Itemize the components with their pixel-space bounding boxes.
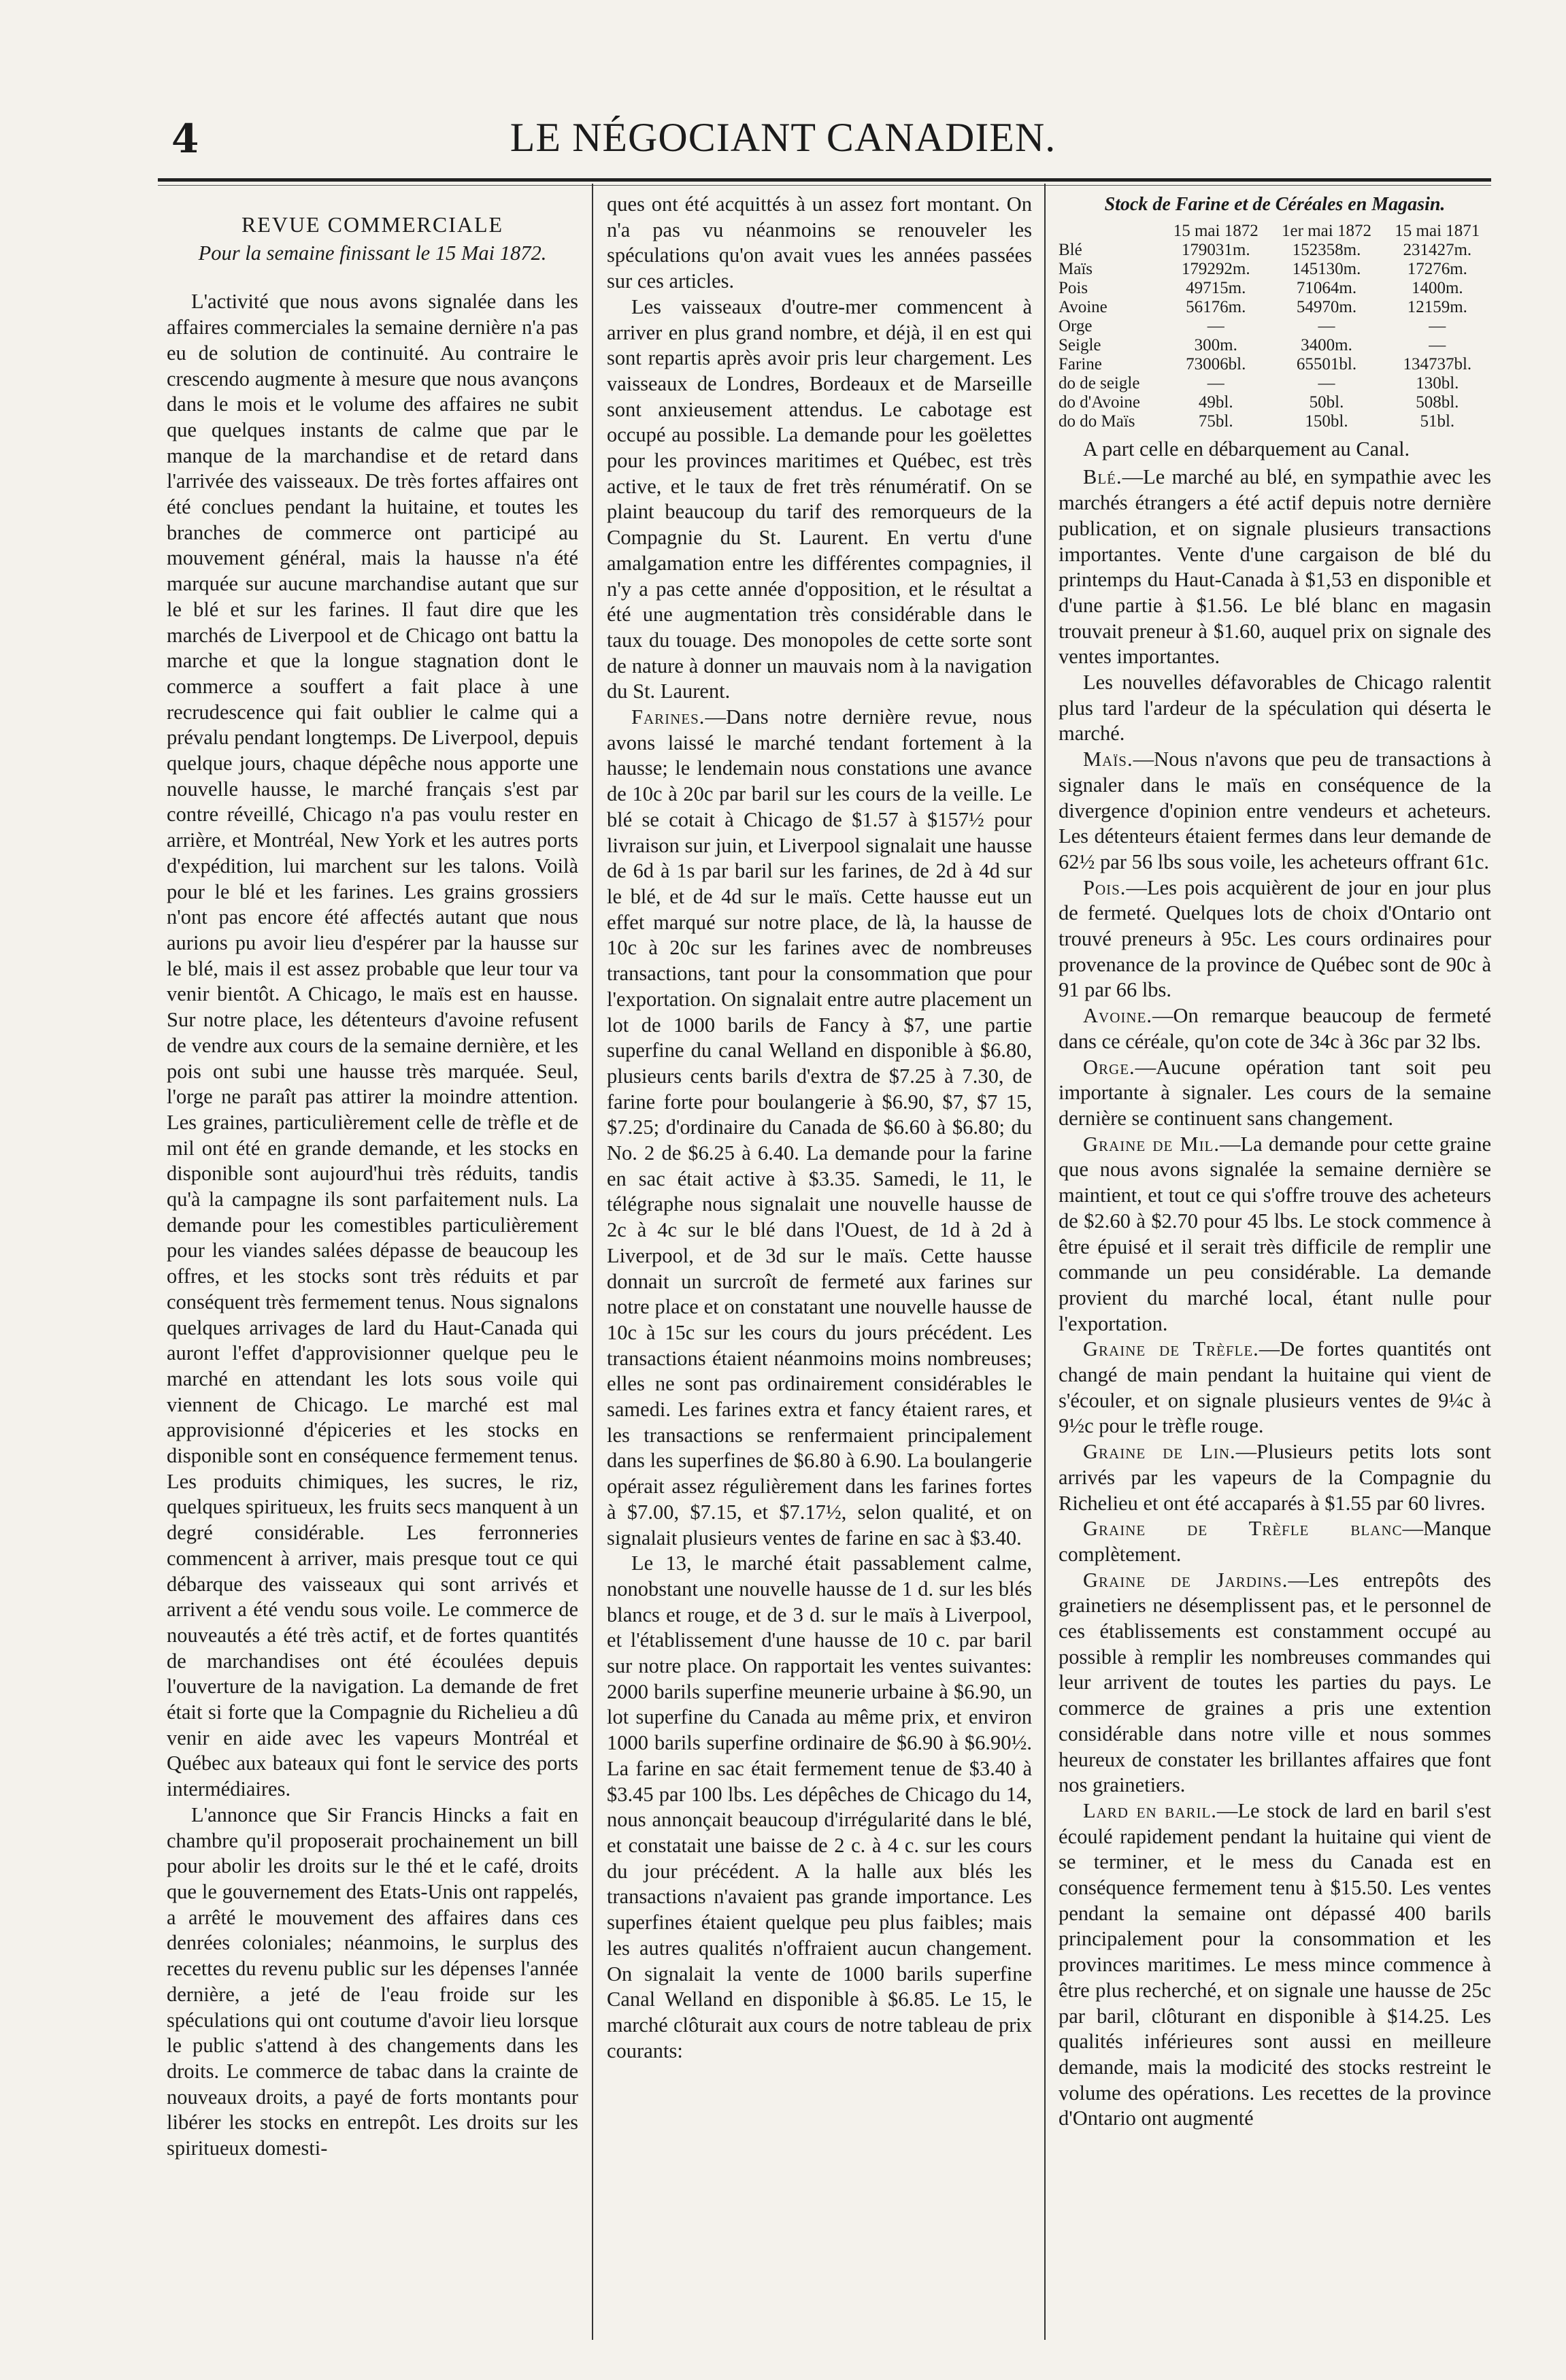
table-row: [1059, 393, 1491, 412]
stock-cell: —: [1207, 373, 1225, 392]
paragraph-text: Le 13, le marché était passablement calme, nonobstant une nouvelle hausse de 1 d. sur les blés blancs et rouge, et de 3 d. sur le maïs à Liverpool, et l'établissement d'une hausse de 10 c. par baril sur notre place. On rapportait les ventes suivantes: 2000 barils superfine meunerie urbaine à $6.90, un lot superfine du Canada au même prix, et environ 1000 barils superfine ordinaire de $6.90 à $6.90½. La farine en sac était fermement tenue de $3.40 à $3.45 par 100 lbs. Les dépêches de Chicago du 14, nous annonçait beaucoup d'irrégularité dans le blé, et constatait une baisse de 2 c. à 4 c. sur les cours du jour précédent. A la halle aux blés les transactions n'avaient pas grande importance. Les superfines étaient quelque peu plus faibles; mais les autres qualités n'offraient aucun changement. On signalait la vente de 1000 barils superfine Canal Welland en disponible à $6.85. Le 15, le marché clôturait aux cours de notre tableau de prix courants:: [607, 1552, 1032, 2062]
paragraph-text: —Nous n'avons que peu de transactions à signaler dans le maïs en conséquence de la divergence d'opinion entre vendeurs et acheteurs. Les détenteurs étaient fermes dans leur demande de 62½ par 56 lbs sous voile, les acheteurs offrant 61c.: [1059, 748, 1491, 873]
stock-cell: 12159m.: [1407, 297, 1467, 316]
paragraph-text: —Les pois acquièrent de jour en jour plus de fermeté. Quelques lots de choix d'Ontario ont trouvé preneurs à 95c. Les cours ordinaires pour provenance de la province de Québec sont de 90c à 91 par 66 lbs.: [1059, 875, 1491, 1002]
stock-row-label: Avoine: [1059, 297, 1107, 316]
paragraph: [1059, 1798, 1491, 2132]
stock-row-label: Seigle: [1059, 335, 1101, 354]
stock-row-label: Farine: [1059, 354, 1102, 373]
review-subtitle: Pour la semaine finissant le 15 Mai 1872.: [198, 241, 547, 265]
stock-cell: 49715m.: [1186, 278, 1246, 297]
column-3: [1059, 192, 1491, 2132]
paragraph: [1059, 875, 1491, 1004]
stock-cell: 231427m.: [1403, 240, 1472, 259]
paragraph-lead: Avoine.: [1083, 1004, 1152, 1028]
stock-row-label: do de seigle: [1059, 373, 1140, 392]
paragraph: [1059, 1003, 1491, 1054]
stock-header-cell: 15 mai 1871: [1395, 221, 1480, 240]
page-number: 4: [171, 116, 199, 162]
stock-cell: 3400m.: [1301, 335, 1352, 354]
stock-cell: 179031m.: [1181, 240, 1250, 259]
paragraph-text: —Les entrepôts des grainetiers ne désemplissent pas, et le personnel de ces établissements est constamment occupé au possible à remplir les nombreuses commandes qui leur arrivent de toutes les parties du pays. Le commerce de graines a pris une extention considérable dans notre ville et nous sommes heureux de constater les brillantes affaires que font nos grainetiers.: [1059, 1568, 1491, 1797]
stock-header-cell: 15 mai 1872: [1173, 221, 1259, 240]
paragraph-lead: Graine de Trèfle.: [1083, 1337, 1259, 1361]
stock-cell: 49bl.: [1198, 392, 1233, 412]
paragraph-lead: Graine de Lin.: [1083, 1440, 1236, 1464]
paragraph: [607, 705, 1032, 1551]
table-row: [1059, 317, 1491, 336]
paragraph-lead: Orge.: [1083, 1055, 1135, 1079]
column-rule-2: [1044, 184, 1046, 2340]
stock-cell: 134737bl.: [1403, 354, 1472, 373]
column-3-text: [1059, 465, 1491, 2132]
table-row: [1059, 355, 1491, 374]
stock-cell: 508bl.: [1416, 392, 1459, 412]
paragraph-text: —Plusieurs petits lots sont arrivés par les vapeurs de la Compagnie du Richelieu et ont été accaparés à $1.55 par 60 livres.: [1059, 1440, 1491, 1515]
paragraph: [1059, 670, 1491, 747]
column-1: [167, 192, 578, 2162]
paragraph-text: Les nouvelles défavorables de Chicago ralentit plus tard l'ardeur de la spéculation qui déserta le marché.: [1059, 671, 1491, 745]
stock-cell: 50bl.: [1309, 392, 1344, 412]
paragraph: [1059, 465, 1491, 670]
paragraph-text: ques ont été acquittés à un assez fort montant. On n'a pas vu néanmoins se renouveler les spéculations qu'on avait vues les années passées sur ces articles.: [607, 192, 1032, 293]
paragraph: L'activité que nous avons signalée dans les affaires commerciales la semaine dernière n'a pas eu de solution de continuité. Au contraire le crescendo augmente à mesure que nous avançons dans le mois et le volume des affaires ne subit que quelques instants de calme que par le manque de la marchandise et de retard dans l'arrivée des vaisseaux. De très fortes affaires ont été conclues pendant la huitaine, et toutes les branches de commerce ont participé au mouvement général, mais la hausse n'a été marquée sur aucune marchandise autant que sur le blé et sur les farines. Il faut dire que les marchés de Liverpool et de Chicago ont battu la marche et que la longue stagnation dont le commerce a souffert a fait place à une recrudescence qui fait oublier le calme qui a prévalu pendant longtemps. De Liverpool, depuis quelque jours, chaque dépêche nous apporte une nouvelle hausse, le marché français s'est par contre réveillé, Chicago n'a pas voulu rester en arrière, et Montréal, New York et les autres ports d'expédition, lui marchent sur les talons. Voilà pour le blé et les farines. Les grains grossiers n'ont pas encore été affectés autant que nous aurions pu avoir lieu d'espérer par la hausse sur le blé, mais il est assez probable que leur tour va venir bientôt. A Chicago, le maïs est en hausse. Sur notre place, les détenteurs d'avoine refusent de vendre aux cours de la semaine dernière, et les pois ont subi une hausse très marquée. Seul, l'orge ne paraît pas attirer la moindre attention. Les graines, particulièrement celle de trèfle et de mil ont été en grande demande, et les stocks en disponible sont aujourd'hui très réduits, tandis qu'à la campagne ils sont parfaitement nuls. La demande pour les comestibles particulièrement pour les viandes salées dépasse de beaucoup les offres, et les stocks sont très réduits et par conséquent très fermement tenus. Nous signalons quelques arrivages de lard du Haut-Canada qui auront l'effet d'approvisionner quelque peu le marché en attendant les lots sous voile qui viennent de Chicago. Le marché est mal approvisionné d'épiceries et les stocks en disponible sont en conséquence fermement tenus. Les produits chimiques, les sucres, le riz, quelques spiritueux, les fruits secs manquent à un degré considérable. Les ferronneries commencent à arriver, mais presque tout ce qui débarque des vaisseaux qui sont arrivés et arrivent a été vendu sous voile. Le commerce de nouveautés a été très actif, et de fortes quantités de marchandises ont été écoulées depuis l'ouverture de la navigation. La demande de fret était si forte que la Compagnie du Richelieu a dû venir en aide avec les vapeurs Montréal et Québec aux bateaux qui font le service des ports intermédiaires.: [167, 290, 578, 1801]
stock-cell: 65501bl.: [1296, 354, 1357, 373]
review-title: REVUE COMMERCIALE: [241, 212, 504, 237]
stock-cell: 300m.: [1194, 335, 1237, 354]
stock-cell: 75bl.: [1198, 412, 1233, 431]
paragraph-lead: Maïs.: [1083, 748, 1133, 771]
stock-cell: —: [1429, 316, 1446, 335]
paragraph: [1059, 1055, 1491, 1132]
stock-cell: 130bl.: [1416, 373, 1459, 392]
table-row: [1059, 374, 1491, 393]
stock-row-label: Blé: [1059, 240, 1082, 259]
paragraph-lead: Pois.: [1083, 875, 1127, 899]
stock-row-label: do do Maïs: [1059, 412, 1135, 431]
paragraph: [1059, 1337, 1491, 1439]
stock-row-label: Pois: [1059, 278, 1088, 297]
paragraph-text: —La demande pour cette graine que nous avons signalée la semaine dernière se maintient, et tout ce qui s'offre trouve des acheteurs de $2.60 à $2.70 pour 45 lbs. Le stock commence à être épuisé et il serait très difficile de remplir une commande un peu considérable. La demande provient du marché local, étant nulle pour l'exportation.: [1059, 1132, 1491, 1335]
stock-cell: 54970m.: [1296, 297, 1357, 316]
paragraph-lead: Graine de Jardins.: [1083, 1568, 1288, 1592]
table-row: [1059, 412, 1491, 431]
stock-cell: —: [1429, 335, 1446, 354]
paragraph-text: —De fortes quantités ont changé de main pendant la huitaine qui vient de s'écouler, et on signale plusieurs ventes de 9¼c à 9½c pour le trèfle rouge.: [1059, 1337, 1491, 1438]
stock-cell: 1400m.: [1411, 278, 1463, 297]
stock-cell: 152358m.: [1292, 240, 1361, 259]
stock-cell: 17276m.: [1407, 259, 1467, 278]
stock-cell: 71064m.: [1296, 278, 1357, 297]
paragraph-text: —Le marché au blé, en sympathie avec les marchés étrangers a été actif depuis notre dernière publication, et on signale plusieurs transactions importantes. Vente d'une cargaison de blé du printemps du Haut-Canada à $1,53 en disponible et d'une partie à $1.56. Le blé blanc en magasin trouvait preneur à $1.60, auquel prix on signale des ventes importantes.: [1059, 465, 1491, 669]
stock-cell: 51bl.: [1420, 412, 1455, 431]
paragraph-lead: Blé.: [1083, 465, 1122, 489]
stock-title: Stock de Farine et de Céréales en Magasin.: [1104, 194, 1446, 215]
stock-cell: 179292m.: [1181, 259, 1250, 278]
table-row: [1059, 336, 1491, 355]
column-2-text: [607, 192, 1032, 2064]
stock-cell: 150bl.: [1305, 412, 1348, 431]
stock-header-cell: 1er mai 1872: [1282, 221, 1371, 240]
table-row: [1059, 298, 1491, 317]
paragraph-lead: Lard en baril.: [1083, 1798, 1217, 1822]
masthead-title: LE NÉGOCIANT CANADIEN.: [510, 115, 1056, 160]
table-row: [1059, 279, 1491, 298]
stock-row-label: do d'Avoine: [1059, 392, 1140, 412]
stock-row-label: Maïs: [1059, 259, 1093, 278]
stock-header-cell: [1059, 222, 1162, 241]
paragraph: [1059, 1568, 1491, 1798]
table-row: [1059, 260, 1491, 279]
paragraph-text: —On remarque beaucoup de fermeté dans ce céréale, qu'on cote de 34c à 36c par 32 lbs.: [1059, 1004, 1491, 1053]
stock-cell: 145130m.: [1292, 259, 1361, 278]
paragraph-lead: Graine de Mil.: [1083, 1132, 1220, 1156]
paragraph: [1059, 1516, 1491, 1567]
paragraph: [607, 295, 1032, 705]
paragraph-text: —Le stock de lard en baril s'est écoulé rapidement pendant la huitaine qui vient de se terminer, et le mess du Canada est en conséquence fermement tenu à $15.50. Les ventes pendant la semaine ont dépassé 400 barils principalement pour la consommation et les provinces maritimes. Le mess mince commence à être plus recherché, et on signale une hausse de 25c par baril, clôturant en disponible à $14.25. Les qualités inférieures sont aussi en meilleure demande, mais la modicité des stocks restreint le volume des opérations. Les recettes de la province d'Ontario ont augmenté: [1059, 1798, 1491, 2130]
paragraph: L'annonce que Sir Francis Hincks a fait en chambre qu'il proposerait prochainement un bill pour abolir les droits sur le thé et le café, droits que le gouvernement des Etats-Unis ont rappelés, a arrêté le mouvement des affaires dans ces denrées coloniales; néanmoins, le surplus des recettes du revenu public sur les dépenses l'année dernière, a jeté de l'eau froide sur les spéculations qui ont coutume d'avoir lieu lorsque le public s'attend à des changements dans les droits. Le commerce de tabac dans la crainte de nouveaux droits, a payé de forts montants pour libérer les stocks en entrepôt. Les droits sur les spiritueux domesti-: [167, 1803, 578, 2160]
stock-cell: —: [1318, 373, 1335, 392]
paragraph: [1059, 747, 1491, 875]
masthead-rule: [158, 178, 1491, 182]
paragraph-text: —Dans notre dernière revue, nous avons laissé le marché tendant fortement à la hausse; le lendemain nous constations une avance de 10c à 20c par baril sur les cours de la veille. Le blé se cotait à Chicago de $1.57 à $157½ pour livraison sur juin, et Liverpool signalait une hausse de 6d à 1s par baril sur les farines, de 2d à 4d sur le blé, et de 4d sur le maïs. Cette hausse eut un effet marqué sur notre place, de là, la hausse de 10c à 20c sur les farines avec de nombreuses transactions, tant pour la consommation que pour l'exportation. On signalait entre autre placement un lot de 1000 barils de Fancy à $7, une partie superfine du canal Welland en disponible à $6.80, plusieurs cents barils d'extra de $7.25 à 7.30, de farine forte pour boulangerie à $6.90, $7, $7 15, $7.25; d'ordinaire du Canada de $6.60 à $6.80; du No. 2 de $6.25 à 6.40. La demande pour la farine en sac était active à $3.35. Samedi, le 11, le télégraphe nous signalait une nouvelle hausse de 2c à 4c sur le blé dans l'Ouest, de 1d à 2d à Liverpool, et de 3d sur le maïs. Cette hausse donnait un surcroît de fermeté aux farines sur notre place et on constatant une nouvelle hausse de 10c à 15c sur les cours du jours précédent. Les transactions étaient néanmoins moins nombreuses; elles ne sont pas ordinairement considérables le samedi. Les farines extra et fancy étaient rares, et les transactions se renfermaient principalement dans les superfines de $6.80 à 6.90. La boulangerie opérait assez régulièrement dans les farines fortes à $7.00, $7.15, et $7.17½, selon qualité, et on signalait plusieurs ventes de farine en sac à $3.40.: [607, 705, 1032, 1549]
stock-cell: 56176m.: [1186, 297, 1246, 316]
paragraph: [1059, 1132, 1491, 1337]
column-2: [607, 192, 1032, 2064]
paragraph: [1059, 1439, 1491, 1516]
stock-note: A part celle en débarquement au Canal.: [1083, 437, 1410, 460]
paragraph-text: —Aucune opération tant soit peu importante à signaler. Les cours de la semaine dernière se continuent sans changement.: [1059, 1055, 1491, 1130]
paragraph-lead: Graine de Trèfle blanc: [1083, 1517, 1403, 1541]
paragraph: [607, 192, 1032, 295]
paragraph-text: —Manque complètement.: [1059, 1517, 1491, 1566]
stock-cell: 73006bl.: [1186, 354, 1246, 373]
stock-cell: —: [1207, 316, 1225, 335]
masthead-rule-thin: [158, 185, 1491, 186]
stock-table: [1059, 222, 1491, 431]
paragraph-text: Les vaisseaux d'outre-mer commencent à arriver en plus grand nombre, et déjà, il en est qui sont repartis après avoir pris leur chargement. Les vaisseaux de Londres, Bordeaux et de Marseille sont anxieusement attendus. Le cabotage est occupé au possible. La demande pour les goëlettes pour les provinces maritimes et Québec, est très active, et le taux de fret très rénumératif. On se plaint beaucoup du tarif des remorqueurs de la Compagnie du St. Laurent. En vertu d'une amalgamation entre les différentes compagnies, il n'y a pas cette année d'opposition, et le résultat a été une augmentation très considérable dans le taux du touage. Des monopoles de cette sorte sont de nature à donner un mauvais nom à la navigation du St. Laurent.: [607, 295, 1032, 703]
paragraph: [607, 1551, 1032, 2064]
column-1-text: [167, 289, 578, 2161]
table-row: [1059, 241, 1491, 260]
stock-row-label: Orge: [1059, 316, 1093, 335]
column-rule-1: [592, 184, 593, 2340]
paragraph-lead: Farines.: [631, 705, 705, 729]
stock-cell: —: [1318, 316, 1335, 335]
